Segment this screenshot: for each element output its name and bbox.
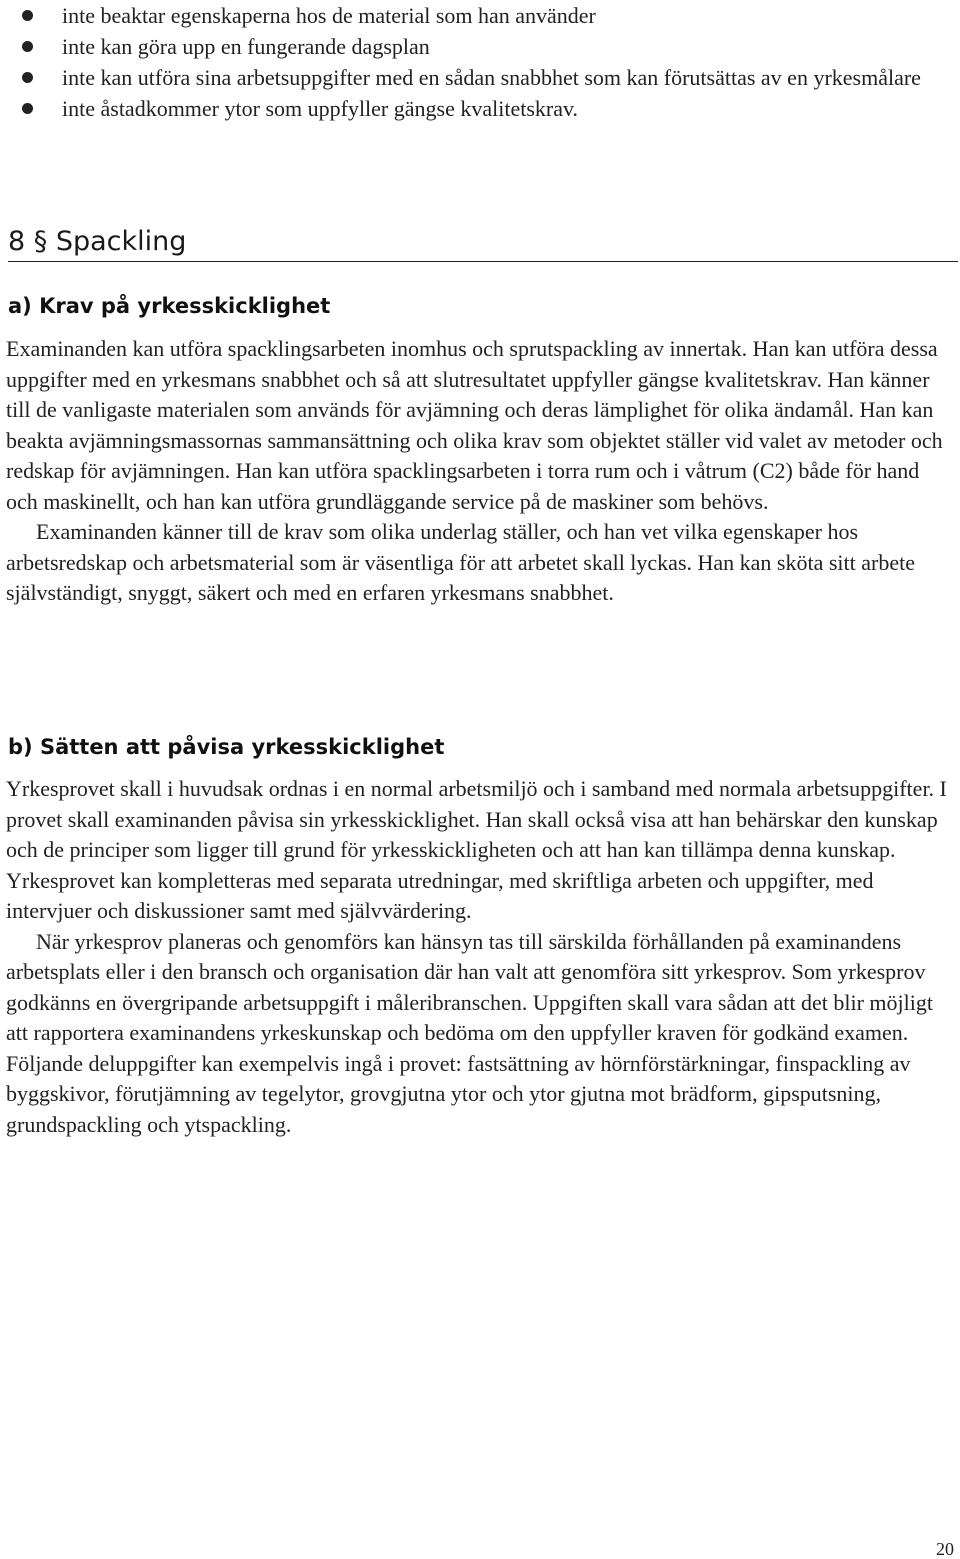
bullet-list xyxy=(0,0,950,124)
bullet-icon xyxy=(22,103,33,114)
list-item-text: inte kan göra upp en fungerande dagsplan xyxy=(62,34,430,59)
paragraph: Yrkesprovet skall i huvudsak ordnas i en normal arbetsmiljö och i samband med normala arbetsuppgifter. I provet skall examinanden påvisa sin yrkesskicklighet. Han skall också visa att han behärskar den kunskap och de principer som ligger till grund för yrkesskickligheten och att han kan tillämpa denna kunskap. Yrkesprovet kan kompletteras med separata utredningar, med skriftliga arbeten och uppgifter, med intervjuer och diskussioner samt med självvärdering. xyxy=(6,776,947,923)
list-item-text: inte kan utföra sina arbetsuppgifter med en sådan snabbhet som kan förutsättas av en yrkesmålare xyxy=(62,65,921,90)
requirements-text xyxy=(6,334,950,609)
paragraph: Examinanden känner till de krav som olika underlag ställer, och han vet vilka egenskaper hos arbetsredskap och arbetsmaterial som är väsentliga för att arbetet skall lyckas. Han kan sköta sitt arbete självständigt, snyggt, säkert och med en erfaren yrkesmans snabbhet. xyxy=(6,519,915,605)
subheading-requirements: a) Krav på yrkesskicklighet xyxy=(8,294,331,318)
section-title: 8 § Spackling xyxy=(8,226,187,257)
paragraph: När yrkesprov planeras och genomförs kan hänsyn tas till särskilda förhållanden på examinandens arbetsplats eller i den bransch och organisation där han valt att genomföra sitt yrkesprov. Som yrkesprov godkänns en övergripande arbetsuppgift i måleribranschen. Uppgiften skall vara sådan att det blir möjligt att rapportera examinandens yrkeskunskap och bedöma om den uppfyller kraven för godkänd examen. Följande deluppgifter kan exempelvis ingå i provet: fastsättning av hörnförstärkningar, finspackling av byggskivor, förutjämning av tegelytor, grovgjutna ytor och ytor gjutna mot brädform, gipsputsning, grundspackling och ytspackling. xyxy=(6,928,933,1137)
list-item-text: inte beaktar egenskaperna hos de material som han använder xyxy=(62,3,596,28)
list-item xyxy=(0,0,950,31)
list-item xyxy=(0,93,950,124)
paragraph: Examinanden kan utföra spacklingsarbeten inomhus och sprutspackling av innertak. Han kan utföra dessa uppgifter med en yrkesmans snabbhet och så att slutresultatet uppfyller gängse kvalitetskrav. Han känner till de vanligaste materialen som används för avjämning och deras lämplighet för olika ändamål. Han kan beakta avjämningsmassornas sammansättning och olika krav som objektet ställer vid valet av metoder och redskap för avjämningen. Han kan utföra spacklingsarbeten i torra rum och i våtrum (C2) både för hand och maskinellt, och han kan utföra grundläggande service på de maskiner som behövs. xyxy=(6,336,943,514)
bullet-icon xyxy=(22,41,33,52)
subheading-methods: b) Sätten att påvisa yrkesskicklighet xyxy=(8,735,445,759)
list-item xyxy=(0,31,950,62)
list-item-text: inte åstadkommer ytor som uppfyller gängse kvalitetskrav. xyxy=(62,96,579,121)
bullet-icon xyxy=(22,10,33,21)
page-number: 20 xyxy=(936,1539,954,1559)
bullet-icon xyxy=(22,72,33,83)
methods-text xyxy=(6,774,950,1140)
list-item xyxy=(0,62,950,93)
section-divider xyxy=(8,261,958,262)
